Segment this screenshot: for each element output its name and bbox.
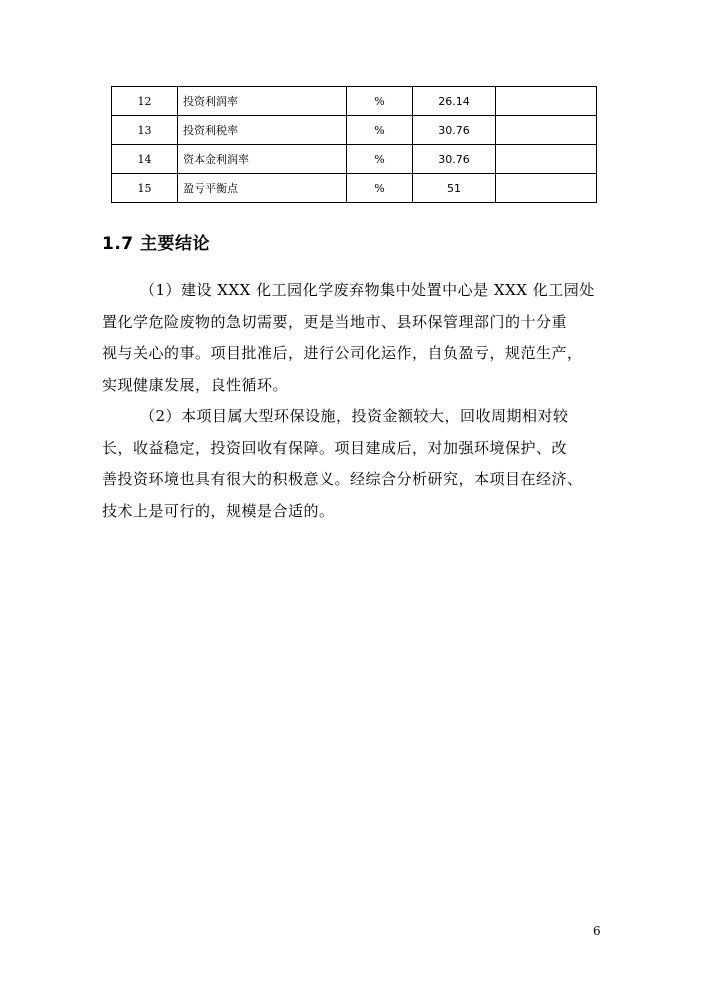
- conclusion-paragraph-1: [102, 275, 622, 401]
- indicator-unit: %: [347, 87, 413, 116]
- indicator-unit: %: [347, 116, 413, 145]
- paragraph-line: 善投资环境也具有很大的积极意义。经综合分析研究，本项目在经济、: [102, 470, 583, 488]
- indicator-name: 投资利税率: [178, 116, 347, 145]
- conclusion-paragraph-2: [102, 401, 622, 527]
- indicator-unit: %: [347, 174, 413, 203]
- indicator-value: 51: [413, 174, 496, 203]
- indicator-name: 盈亏平衡点: [178, 174, 347, 203]
- indicator-value: 30.76: [413, 145, 496, 174]
- indicator-name: 投资利润率: [178, 87, 347, 116]
- paragraph-line: （1）建设 XXX 化工园化学废弃物集中处置中心是 XXX 化工园处: [140, 281, 595, 299]
- row-number: 14: [112, 145, 178, 174]
- paragraph-line: 技术上是可行的，规模是合适的。: [102, 501, 335, 520]
- indicator-name: 资本金利润率: [178, 145, 347, 174]
- paragraph-line: 置化学危险废物的急切需要，更是当地市、县环保管理部门的十分重: [102, 312, 568, 331]
- paragraph-line: 长，收益稳定，投资回收有保障。项目建成后，对加强环境保护、改: [102, 438, 568, 457]
- indicator-note: [496, 145, 597, 174]
- row-number: 15: [112, 174, 178, 203]
- paragraph-line: （2）本项目属大型环保设施，投资金额较大，回收周期相对较: [140, 407, 569, 425]
- table-row: [112, 145, 597, 174]
- indicator-note: [496, 87, 597, 116]
- row-number: 12: [112, 87, 178, 116]
- table-row: [112, 116, 597, 145]
- indicator-value: 30.76: [413, 116, 496, 145]
- paragraph-line: 实现健康发展，良性循环。: [102, 375, 289, 394]
- row-number: 13: [112, 116, 178, 145]
- page-number: 6: [593, 924, 601, 938]
- indicator-note: [496, 174, 597, 203]
- section-heading: 1.7 主要结论: [102, 234, 211, 254]
- table-row: [112, 174, 597, 203]
- financial-indicators-table: [111, 86, 597, 203]
- paragraph-line: 视与关心的事。项目批准后，进行公司化运作，自负盈亏，规范生产，: [102, 344, 583, 362]
- table-row: [112, 87, 597, 116]
- indicator-value: 26.14: [413, 87, 496, 116]
- indicator-unit: %: [347, 145, 413, 174]
- indicator-note: [496, 116, 597, 145]
